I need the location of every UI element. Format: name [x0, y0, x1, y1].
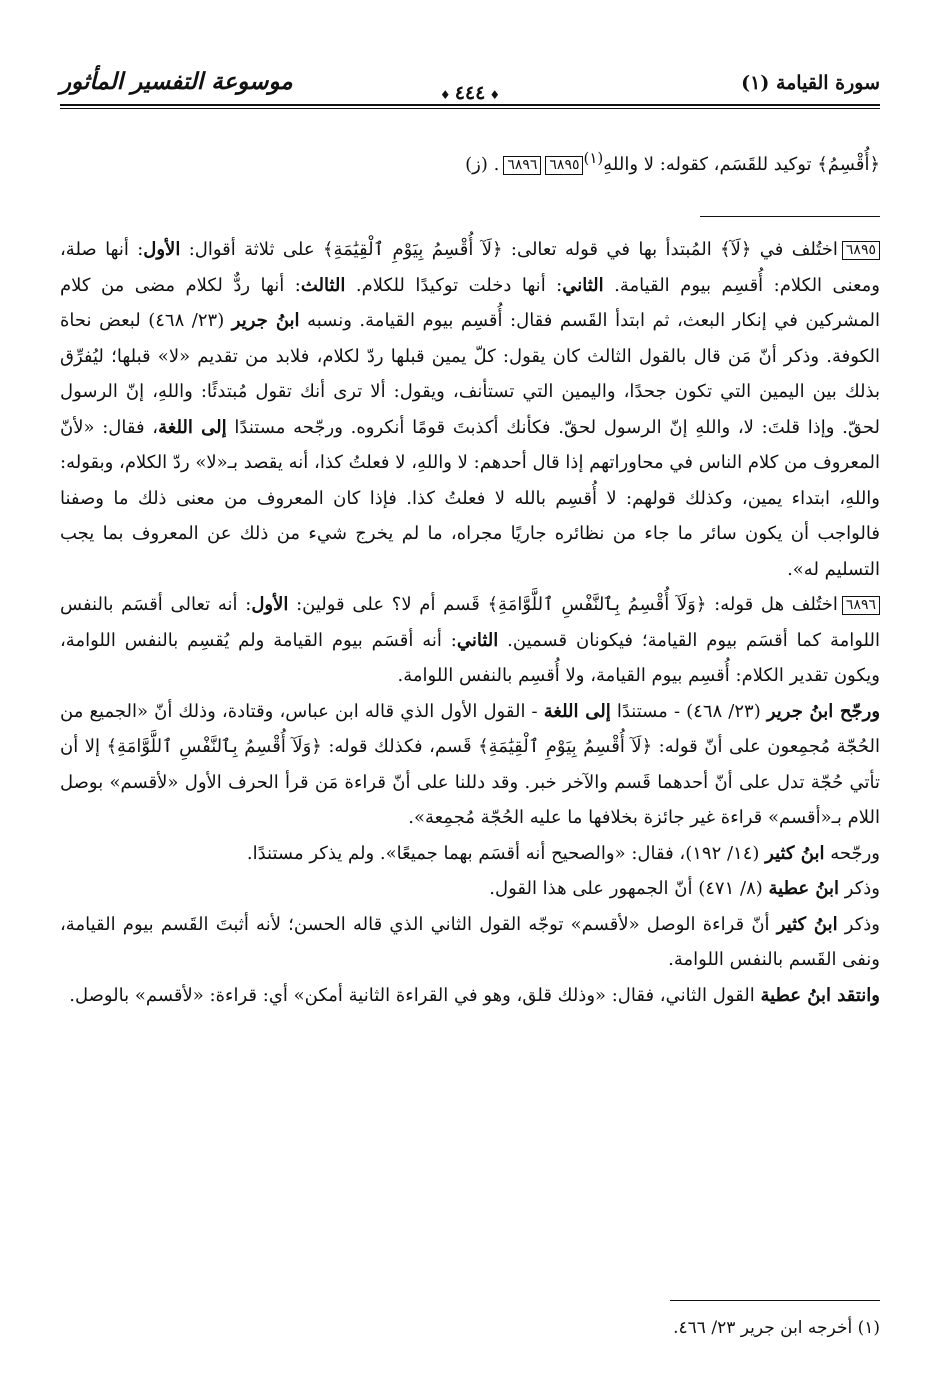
note-text: اختُلف في ﴿لَآ﴾ المُبتدأ بها في قوله تعالى: ﴿لَآ أُقْسِمُ بِيَوْمِ ٱلْقِيَٰمَةِ﴾ على ثلاثة أقوال: — [180, 239, 838, 260]
label-first: الأول — [251, 594, 289, 615]
verb-label: ورجّح — [833, 700, 881, 722]
footnote: (١) أخرجه ابن جرير ٢٣/ ٤٦٦. — [673, 1318, 880, 1338]
note-ref-6895: ٦٨٩٥ — [545, 156, 583, 175]
note-number: ٦٨٩٦ — [842, 596, 880, 615]
scholar-name: ابنُ عطية — [760, 984, 832, 1006]
surah-title: سورة القيامة (١) — [741, 72, 880, 94]
verb-label: ورجّحه — [824, 842, 880, 864]
intro-paragraph — [60, 140, 880, 183]
label-second: الثاني — [456, 629, 499, 651]
note-text: ، فقال: «لأنّ المعروف من كلام الناس في محاوراتهم إذا قال أحدهم: لا واللهِ، لا فعلتُ كذا، أنه يقصد بـ«لا» ردّ الكلام، وبقوله: واللهِ، ابتداء يمين، وكذلك قولهم: لا أُقسِم بالله لا فعلتُ كذا. فإذا كان المعروف من معنى ذلك ما وصفنا فالواجب أن يكون سائر ما جاء من نظائره جاريًا مجراه، ما لم يخرج شيء من ذلك عن المعروف بما يجب التسليم له». — [60, 416, 880, 580]
scholar-name: ابنُ كثير — [776, 913, 838, 935]
note-text: (٢٣/ ٤٦٨) لبعض نحاة الكوفة. وذكر أنّ مَن قال بالقول الثالث كان يقول: كلّ يمين قبلها ردّ لكلام، فلابد من تقديم «لا» قبلها؛ ليُفرِّق بذلك بين اليمين التي تكون جحدًا، واليمين التي تستأنف، ويقول: ألا ترى أنك تقول مُبتدئًا: واللهِ، إنّ الرسول لحقّ. وإذا قلتَ: لا، واللهِ إنّ الرسول لحقّ. فكأنك أكذبتَ قومًا أنكروه. ورجّحه مستندًا — [60, 310, 880, 438]
note-text: (٢٣/ ٤٦٨) - مستندًا — [610, 700, 767, 722]
note-paragraph — [60, 907, 880, 978]
note-paragraph — [60, 836, 880, 872]
method-label: إلى اللغة — [543, 700, 611, 722]
label-third: الثالث — [300, 274, 346, 296]
footnote-marker: (١) — [583, 149, 604, 167]
method-label: إلى اللغة — [158, 416, 227, 438]
label-first: الأول — [143, 239, 181, 260]
note-text: (١٤/ ١٩٢)، فقال: «والصحيح أنه أقسَم بهما جميعًا». ولم يذكر مستندًا. — [246, 842, 766, 864]
note-text: القول الثاني، فقال: «وذلك قلق، وهو في القراءة الثانية أمكن» أي: قراءة: «لأقسم» بالوصل. — [69, 984, 761, 1006]
verb-label: وذكر — [839, 878, 880, 899]
intro-text: ﴿أُقْسِمُ﴾ توكيد للقَسَم، كقوله: لا واللهِ — [603, 154, 880, 175]
note-paragraph — [60, 871, 880, 907]
note-text: : أنها صلة، ومعنى الكلام: أُقسِم بيوم القيامة. — [60, 239, 880, 296]
label-second: الثاني — [562, 274, 604, 296]
commentary-notes — [60, 232, 880, 1013]
note-ref-6896: ٦٨٩٦ — [503, 156, 541, 175]
page-header — [60, 66, 880, 106]
page-number: ♦ ٤٤٤ ♦ — [426, 82, 514, 104]
note-text: - القول الأول الذي قاله ابن عباس، وقتادة، وذلك أنّ «الجميع من الحُجّة مُجمِعون على أنّ قوله: ﴿لَآ أُقْسِمُ بِيَوْمِ ٱلْقِيَٰمَةِ﴾ قَسم، فكذلك قوله: ﴿وَلَآ أُقْسِمُ بِٱلنَّفْسِ ٱللَّوَّامَةِ﴾ إلا أن تأتي حُجّة تدل على أنّ أحدهما قَسم والآخر خبر. وقد دللنا على أنّ قراءة مَن قرأ الحرف الأول «لأقسم» بوصل اللام بـ«أقسم» قراءة غير جائزة بخلافها ما عليه الحُجّة مُجمِعة». — [60, 700, 880, 828]
note-text: : أنها ردٌّ لكلام مضى من كلام المشركين في إنكار البعث، ثم ابتدأ القَسم فقال: أُقسِم بيوم القيامة. ونسبه — [60, 274, 880, 331]
note-text: : أنه تعالى أقسَم بالنفس اللوامة كما أقسَم بيوم القيامة؛ فيكونان قسمين. — [60, 594, 880, 651]
footnote-divider — [670, 1300, 880, 1301]
verb-label: وانتقد — [831, 984, 880, 1006]
header-rule-thin — [60, 108, 880, 109]
note-text: (٨/ ٤٧١) أنّ الجمهور على هذا القول. — [489, 878, 769, 899]
verb-label: وذكر — [837, 913, 881, 935]
note-text: : أنها دخلت توكيدًا للكلام. — [345, 274, 563, 296]
note-number: ٦٨٩٥ — [842, 241, 880, 260]
book-title: موسوعة التفسير المأثور — [60, 68, 293, 95]
scholar-name: ابنُ جرير — [231, 310, 300, 331]
note-6896 — [60, 587, 880, 694]
note-text: : أنه أقسَم بيوم القيامة ولم يُقسِم بالنفس اللوامة، ويكون تقدير الكلام: أُقسِم بيوم القيامة، ولا أُقسِم بالنفس اللوامة. — [60, 629, 880, 686]
scholar-name: ابنُ كثير — [765, 842, 825, 864]
notes-divider — [700, 216, 880, 217]
scholar-name: ابنُ عطية — [768, 878, 840, 899]
intro-tail: . (ز) — [465, 154, 500, 175]
note-text: أنّ قراءة الوصل «لأقسم» توجّه القول الثاني الذي قاله الحسن؛ لأنه أثبتَ القَسم بيوم القيامة، ونفى القَسم بالنفس اللوامة. — [60, 913, 880, 970]
note-paragraph — [60, 978, 880, 1014]
note-paragraph — [60, 694, 880, 836]
header-rule — [60, 104, 880, 106]
note-text: اختُلف هل قوله: ﴿وَلَآ أُقْسِمُ بِٱلنَّفْسِ ٱللَّوَّامَةِ﴾ قَسم أم لا؟ على قولين: — [288, 594, 838, 615]
scholar-name: ابنُ جرير — [766, 700, 834, 722]
note-6895 — [60, 232, 880, 587]
